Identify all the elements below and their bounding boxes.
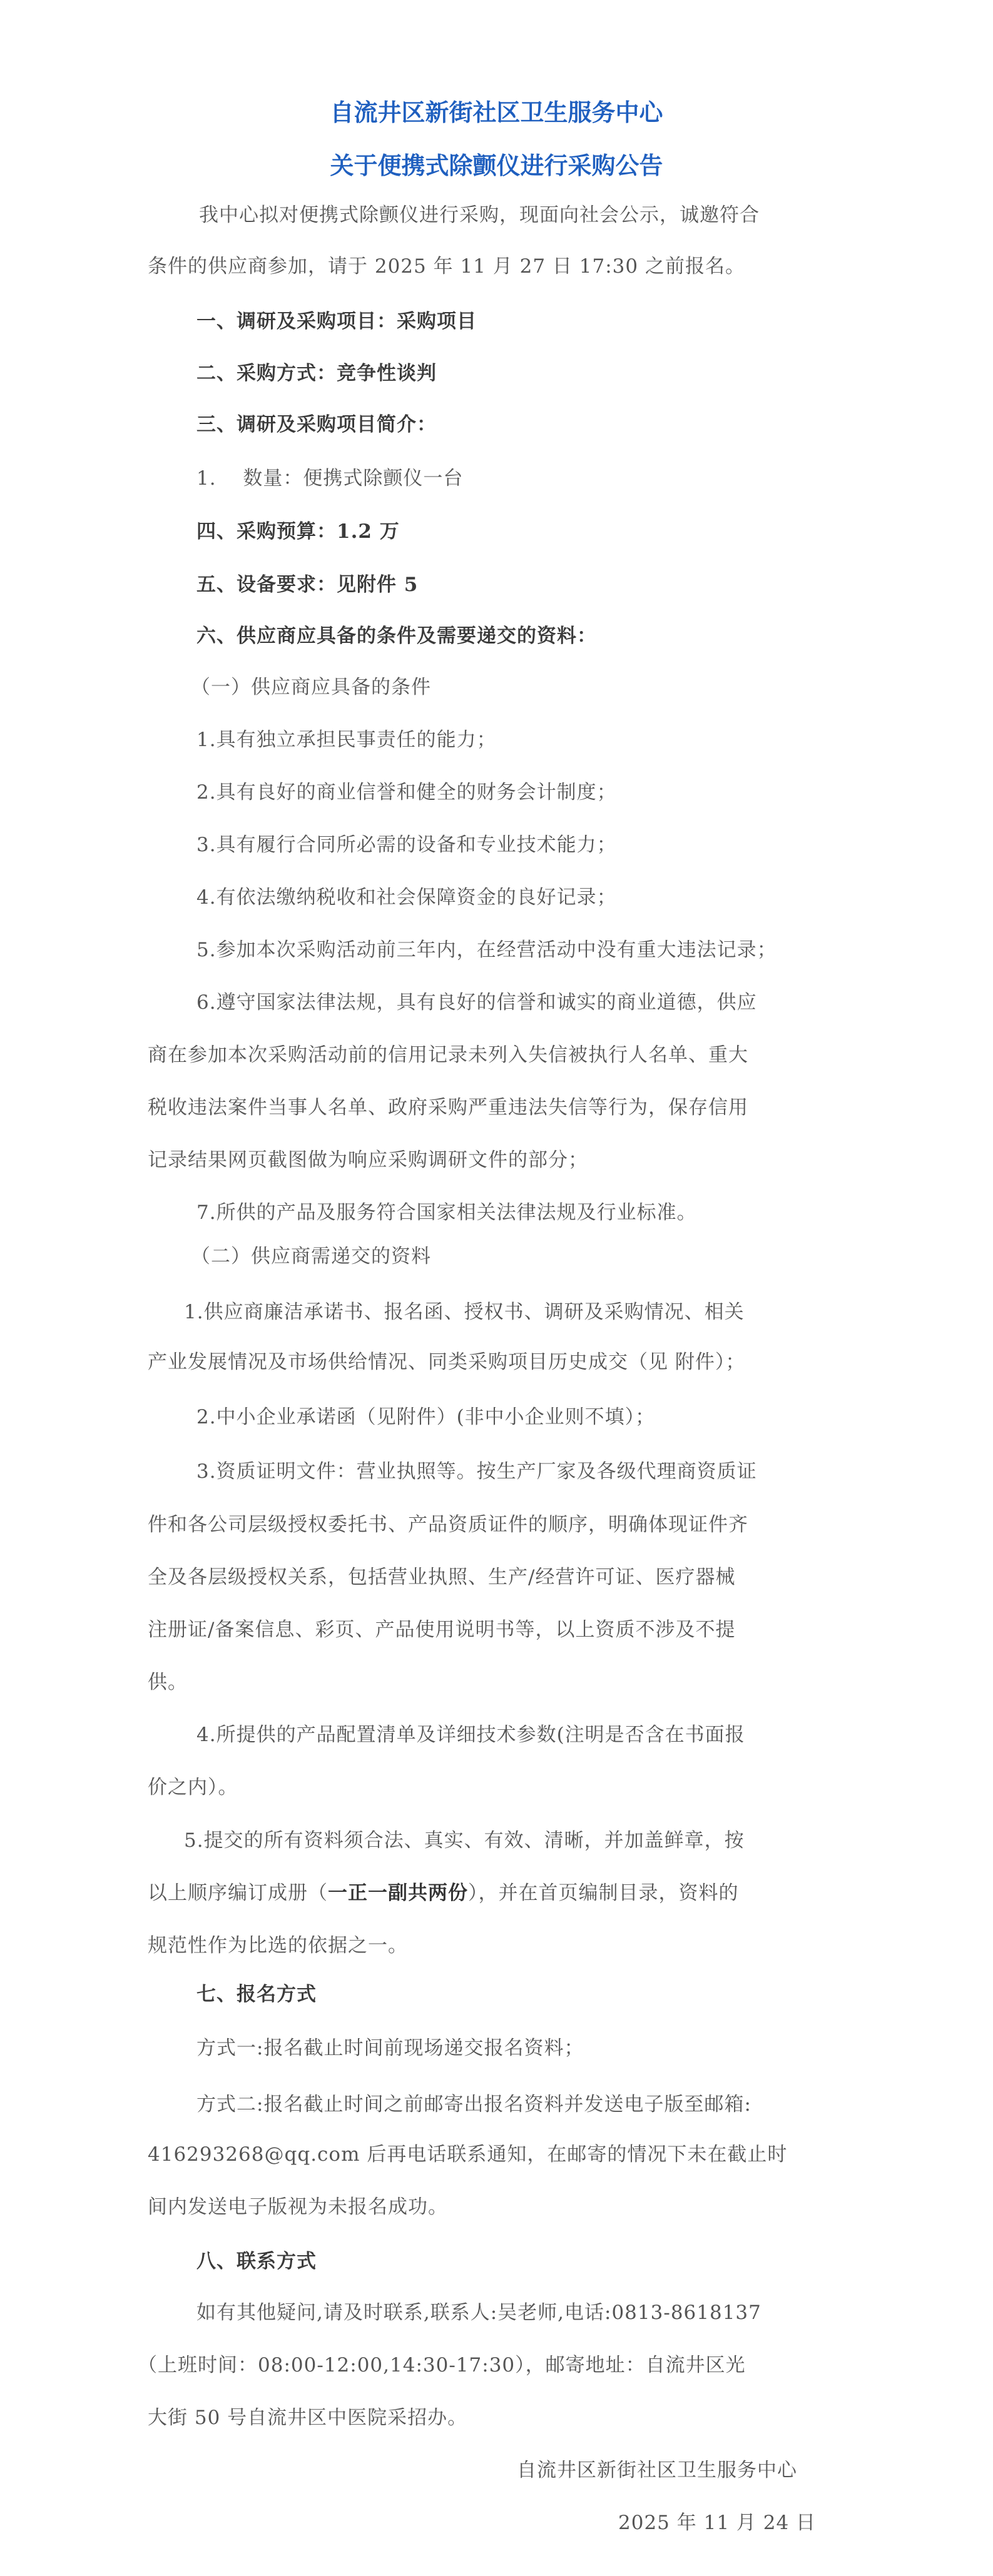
document-3-line-5: 供。 [148,1671,188,1694]
document-3-line-3: 全及各层级授权关系，包括营业执照、生产/经营许可证、医疗器械 [148,1566,736,1589]
document-3-line-2: 件和各公司层级授权委托书、产品资质证件的顺序，明确体现证件齐 [148,1513,748,1536]
document-5-line-1: 5.提交的所有资料须合法、真实、有效、清晰，并加盖鲜章，按 [184,1829,745,1852]
condition-6-line-2: 商在参加本次采购活动前的信用记录未列入失信被执行人名单、重大 [148,1044,748,1066]
document-2: 2.中小企业承诺函（见附件）(非中小企业则不填）； [196,1406,656,1428]
document-1-line-1: 1.供应商廉洁承诺书、报名函、授权书、调研及采购情况、相关 [184,1301,745,1323]
section-8-heading: 八、联系方式 [196,2250,317,2273]
section-5-heading: 五、设备要求：见附件 5 [196,573,419,596]
condition-6-line-4: 记录结果网页截图做为响应采购调研文件的部分； [148,1149,588,1171]
section-6-subheading-1: （一）供应商应具备的条件 [191,676,431,699]
footer-organization: 自流井区新街社区卫生服务中心 [517,2459,797,2482]
contact-line-3: 大街 50 号自流井区中医院采招办。 [148,2407,468,2429]
document-5-line-3: 规范性作为比选的依据之一。 [148,1934,408,1957]
section-4-heading: 四、采购预算：1.2 万 [196,520,400,543]
condition-1: 1.具有独立承担民事责任的能力； [196,729,497,751]
section-6-heading: 六、供应商应具备的条件及需要递交的资料： [196,625,597,647]
section-1-heading: 一、调研及采购项目：采购项目 [196,310,477,333]
section-7-heading: 七、报名方式 [196,1983,317,2006]
intro-line-2: 条件的供应商参加，请于 2025 年 11 月 27 日 17:30 之前报名。 [148,255,745,278]
condition-6-line-1: 6.遵守国家法律法规，具有良好的信誉和诚实的商业道德，供应 [196,991,757,1014]
section-3-heading: 三、调研及采购项目简介： [196,413,437,436]
document-4-line-2: 价之内）。 [148,1776,238,1799]
contact-line-1: 如有其他疑问,请及时联系,联系人:吴老师,电话:0813-8618137 [196,2301,761,2324]
document-3-line-1: 3.资质证明文件：营业执照等。按生产厂家及各级代理商资质证 [196,1460,757,1483]
registration-method-2-line-3: 间内发送电子版视为未报名成功。 [148,2196,448,2218]
document-3-line-4: 注册证/备案信息、彩页、产品使用说明书等，以上资质不涉及不提 [148,1619,736,1641]
registration-method-1: 方式一:报名截止时间前现场递交报名资料； [196,2037,584,2059]
section-2-heading: 二、采购方式：竞争性谈判 [196,362,437,385]
document-5-line-2-prefix: 以上顺序编订成册（ [148,1882,328,1904]
section-6-subheading-2: （二）供应商需递交的资料 [191,1245,431,1268]
title-line-1: 自流井区新街社区卫生服务中心 [330,99,663,126]
section-3-item-1: 1. 数量：便携式除颤仪一台 [196,467,464,490]
document-4-line-1: 4.所提供的产品配置清单及详细技术参数(注明是否含在书面报 [196,1724,745,1746]
condition-3: 3.具有履行合同所必需的设备和专业技术能力； [196,834,617,856]
title-line-2: 关于便携式除颤仪进行采购公告 [330,152,663,179]
condition-4: 4.有依法缴纳税收和社会保障资金的良好记录； [196,886,617,909]
footer-date: 2025 年 11 月 24 日 [618,2512,817,2534]
condition-5: 5.参加本次采购活动前三年内，在经营活动中没有重大违法记录； [196,939,777,961]
document-5-line-2-suffix: ），并在首页编制目录，资料的 [468,1882,739,1904]
intro-line-1: 我中心拟对便携式除颤仪进行采购，现面向社会公示，诚邀符合 [199,204,760,226]
document-5-line-2 [148,1879,739,1907]
document-5-copies-emphasis: 一正一副共两份 [328,1882,468,1904]
contact-line-2: （上班时间：08:00-12:00,14:30-17:30），邮寄地址：自流井区光 [138,2354,746,2376]
condition-6-line-3: 税收违法案件当事人名单、政府采购严重违法失信等行为，保存信用 [148,1096,748,1119]
registration-method-2-line-2: 416293268@qq.com 后再电话联系通知，在邮寄的情况下未在截止时 [148,2143,788,2166]
condition-2: 2.具有良好的商业信誉和健全的财务会计制度； [196,781,617,804]
condition-7: 7.所供的产品及服务符合国家相关法律法规及行业标准。 [196,1201,697,1224]
document-1-line-2: 产业发展情况及市场供给情况、同类采购项目历史成交（见 附件）； [148,1351,746,1373]
registration-method-2-line-1: 方式二:报名截止时间之前邮寄出报名资料并发送电子版至邮箱: [196,2093,751,2116]
